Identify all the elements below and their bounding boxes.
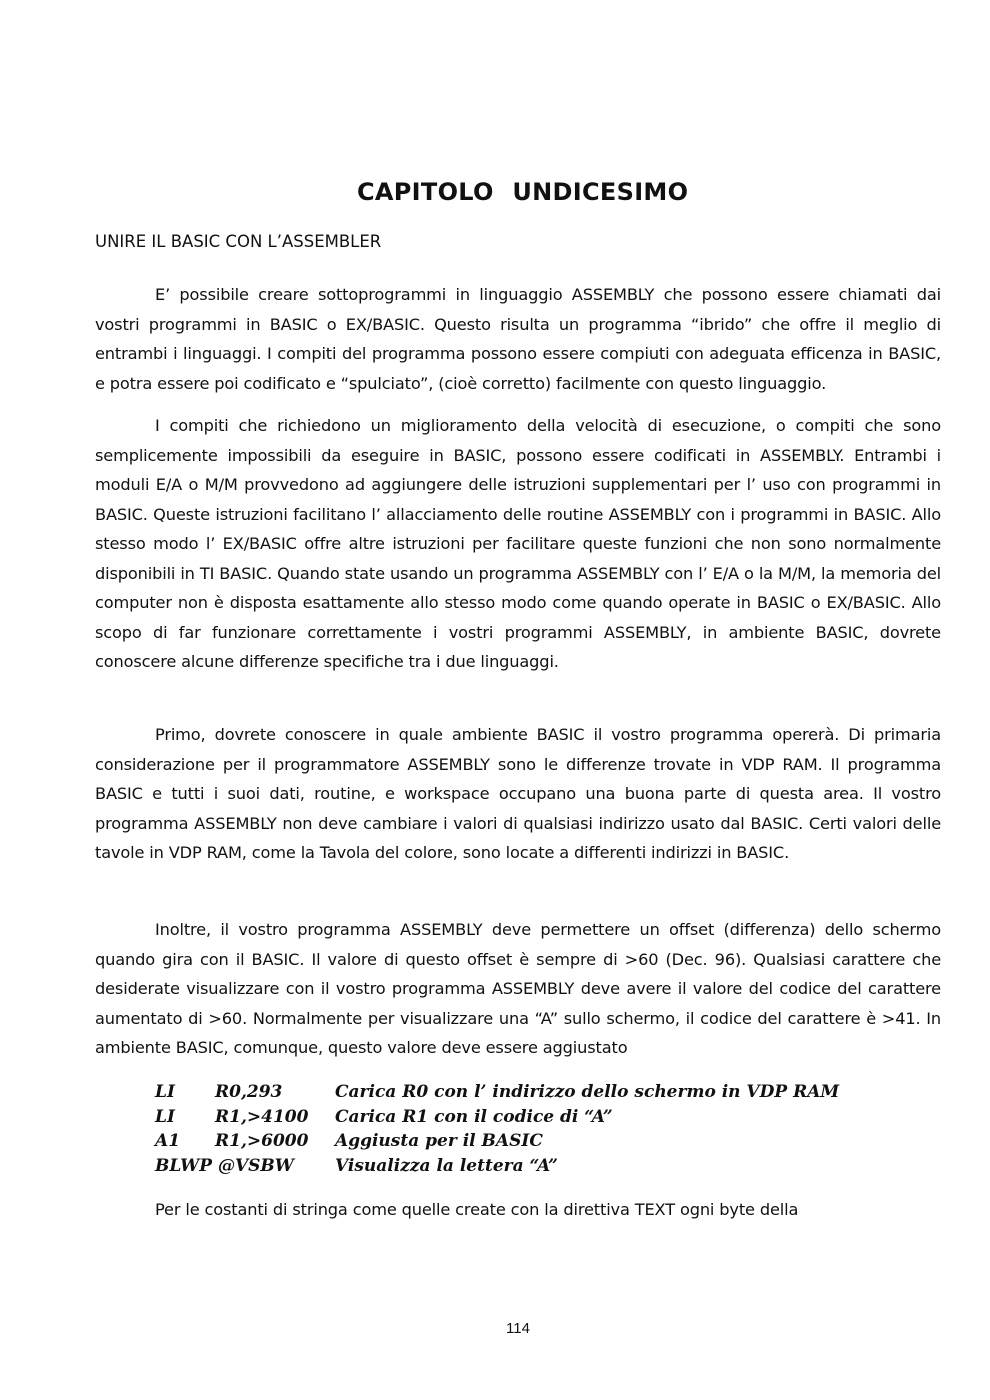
code-comment: Aggiusta per il BASIC [335, 1131, 543, 1151]
code-opcode: LI [155, 1106, 175, 1127]
body-paragraph-continued: Per le costanti di stringa come quelle create con la direttiva TEXT ogni byte della [155, 1200, 799, 1219]
code-operand: R0,293 [215, 1082, 283, 1102]
code-line [155, 1105, 839, 1130]
code-opcode: LI [155, 1082, 175, 1102]
code-operand: R1,>6000 [215, 1131, 309, 1151]
code-operand: R1,>4100 [215, 1106, 309, 1127]
body-paragraph: E’ possibile creare sottoprogrammi in linguaggio ASSEMBLY che possono essere chiamati dai vostri programmi in BASIC o EX/BASIC. Questo risulta un programma “ibrido” che offre il meglio di entrambi i linguaggi. I compiti del programma possono essere compiuti con adeguata efficenza in BASIC, e potra essere poi codificato e “spulciato”, (cioè corretto) facilmente con questo linguaggio. [95, 285, 941, 393]
section-heading: UNIRE IL BASIC CON L’ASSEMBLER [95, 232, 382, 251]
body-paragraph: Primo, dovrete conoscere in quale ambiente BASIC il vostro programma opererà. Di primaria considerazione per il programmatore ASSEMBLY sono le differenze trovate in VDP RAM. Il programma BASIC e tutti i suoi dati, routine, e workspace occupano una buona parte di questa area. Il vostro programma ASSEMBLY non deve cambiare i valori di qualsiasi indirizzo usato dal BASIC. Certi valori delle tavole in VDP RAM, come la Tavola del colore, sono locate a differenti indirizzi in BASIC. [95, 725, 941, 862]
code-line [155, 1154, 839, 1179]
code-listing [155, 1080, 839, 1178]
body-paragraph: Inoltre, il vostro programma ASSEMBLY deve permettere un offset (differenza) dello schermo quando gira con il BASIC. Il valore di questo offset è sempre di >60 (Dec. 96). Qualsiasi carattere che desiderate visualizzare con il vostro programma ASSEMBLY deve avere il valore del codice del carattere aumentato di >60. Normalmente per visualizzare una “A” sullo schermo, il codice del carattere è >41. In ambiente BASIC, comunque, questo valore deve essere aggiustato [95, 920, 941, 1057]
page-number: 114 [506, 1320, 530, 1337]
chapter-title: CAPITOLO UNDICESIMO [357, 178, 689, 206]
code-comment: Visualizza la lettera “A” [335, 1155, 558, 1176]
code-opcode: A1 [155, 1131, 181, 1151]
code-comment: Carica R1 con il codice di “A” [335, 1106, 613, 1127]
code-opcode: BLWP @VSBW [155, 1155, 294, 1176]
code-line [155, 1080, 839, 1105]
code-line [155, 1129, 839, 1154]
code-comment: Carica R0 con l’ indirizzo dello schermo in VDP RAM [335, 1082, 840, 1102]
body-paragraph: I compiti che richiedono un miglioramento della velocità di esecuzione, o compiti che sono semplicemente impossibili da eseguire in BASIC, possono essere codificati in ASSEMBLY. Entrambi i moduli E/A o M/M provvedono ad aggiungere delle istruzioni supplementari per l’ uso con programmi in BASIC. Queste istruzioni facilitano l’ allacciamento delle routine ASSEMBLY con i programmi in BASIC. Allo stesso modo l’ EX/BASIC offre altre istruzioni per facilitare queste funzioni che non sono normalmente disponibili in TI BASIC. Quando state usando un programma ASSEMBLY con l’ E/A o la M/M, la memoria del computer non è disposta esattamente allo stesso modo come quando operate in BASIC o EX/BASIC. Allo scopo di far funzionare correttamente i vostri programmi ASSEMBLY, in ambiente BASIC, dovrete conoscere alcune differenze specifiche tra i due linguaggi. [95, 416, 941, 671]
